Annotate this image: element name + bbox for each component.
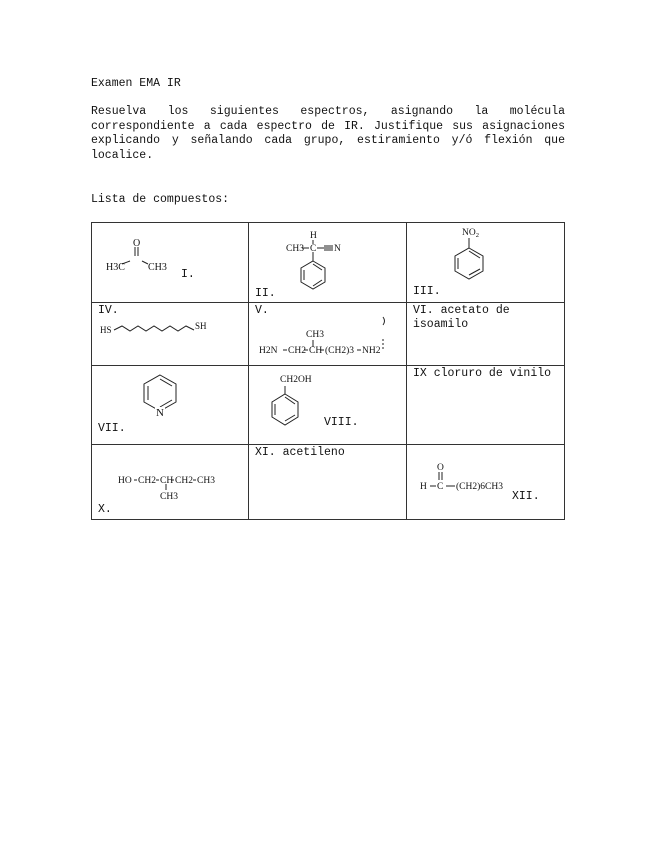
atom-label: H xyxy=(310,231,317,241)
compound-cell-9 xyxy=(407,366,565,445)
compound-label: VII. xyxy=(98,422,126,435)
compound-label: VI. acetato de isoamilo xyxy=(413,304,510,331)
compound-cell-3 xyxy=(407,223,565,303)
atom-label: HS xyxy=(100,325,112,335)
exam-title: Examen EMA IR xyxy=(91,77,181,90)
compound-cell-7 xyxy=(92,366,249,445)
compound-label: X. xyxy=(98,503,112,516)
atom-label: CH3 xyxy=(197,476,215,486)
exam-instructions: Resuelva los siguientes espectros, asignando la molécula correspondiente a cada espectro de IR. Justifique sus asignaciones explicando y señalando cada grupo, estiramiento y/ó flexión que localice. xyxy=(91,105,565,162)
compound-label: I. xyxy=(181,268,195,281)
table-row xyxy=(92,303,565,366)
compound-cell-4 xyxy=(92,303,249,366)
table-row xyxy=(92,445,565,520)
atom-label: HO xyxy=(118,476,132,486)
atom-label: H3C xyxy=(106,262,125,273)
atom-label: CH2 xyxy=(175,476,193,486)
compound-label: IX cloruro de vinilo xyxy=(413,367,552,380)
atom-label: O xyxy=(437,463,444,473)
atom-label: CH xyxy=(309,346,323,356)
atom-label: SH xyxy=(195,321,207,331)
methylbutanol-structure xyxy=(92,445,249,520)
compound-cell-11 xyxy=(249,445,407,520)
diamine-structure xyxy=(249,303,407,366)
compound-cell-8 xyxy=(249,366,407,445)
atom-label: C xyxy=(310,244,317,254)
atom-label: CH2 xyxy=(288,346,306,356)
compound-cell-1 xyxy=(92,223,249,303)
table-row xyxy=(92,223,565,303)
atom-label: (CH2)3 xyxy=(325,346,355,356)
compound-cell-12 xyxy=(407,445,565,520)
compound-label: II. xyxy=(255,287,276,300)
atom-label: CH2 xyxy=(138,476,156,486)
table-row xyxy=(92,366,565,445)
hexanedithiol-structure xyxy=(92,303,249,366)
atom-label: CH3 xyxy=(306,330,324,340)
atom-label: O xyxy=(133,238,141,249)
atom-label: N xyxy=(334,244,341,254)
compound-cell-10 xyxy=(92,445,249,520)
benzyl-alcohol-structure xyxy=(249,366,407,445)
acetone-structure xyxy=(92,223,249,303)
atom-label: NH2 xyxy=(362,346,381,356)
compound-label: III. xyxy=(413,285,441,298)
compound-label: IV. xyxy=(98,304,119,317)
compound-cell-5 xyxy=(249,303,407,366)
compound-label: VIII. xyxy=(324,416,359,429)
compound-label: XI. acetileno xyxy=(255,446,345,459)
compound-label: V. xyxy=(255,304,269,317)
atom-label: C xyxy=(437,482,444,492)
atom-label: CH3 xyxy=(148,262,167,273)
compound-cell-2 xyxy=(249,223,407,303)
atom-label: N xyxy=(156,407,164,419)
octanal-structure xyxy=(407,445,565,520)
compound-label: XII. xyxy=(512,490,540,503)
atom-label: CH3 xyxy=(160,492,178,502)
atom-label: H2N xyxy=(259,346,278,356)
atom-label: CH2OH xyxy=(280,375,312,385)
compound-table xyxy=(91,222,565,520)
atom-label: H xyxy=(420,482,427,492)
atom-label: $NO_2$ xyxy=(462,228,479,239)
atom-label: (CH2)6CH3 xyxy=(456,482,503,492)
atom-label: CH3 xyxy=(286,244,304,254)
compound-list-label: Lista de compuestos: xyxy=(91,193,230,206)
atom-label: CH xyxy=(160,476,174,486)
compound-cell-6 xyxy=(407,303,565,366)
